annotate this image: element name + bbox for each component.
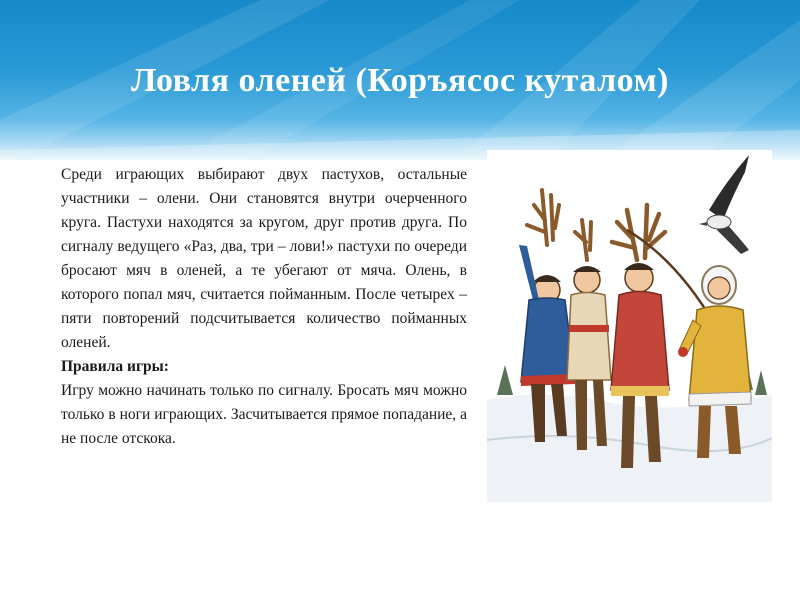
game-description: Среди играющих выбирают двух пастухов, остальные участники – олени. Они становятся внутри очерченного круга. Пастухи находятся за кругом, друг против друга. По сигналу ведущего «Раз, два, три – лови!» пастухи по очереди бросают мяч в оленей, а те убегают от мяча. Олень, в которого попал мяч, считается пойманным. После четырех – пяти повторений подсчитывается количество пойманных оленей.: [61, 166, 467, 351]
rules-text: Игру можно начинать только по сигналу. Бросать мяч можно только в ноги играющих. Засчитывается прямое попадание, а не после отскока.: [61, 382, 467, 447]
slide-title: Ловля оленей (Коръясос куталом): [130, 62, 670, 99]
rules-heading: Правила игры:: [61, 358, 169, 375]
game-illustration: [487, 150, 772, 502]
illustration-image: [487, 150, 772, 502]
body-text-block: [61, 163, 467, 451]
